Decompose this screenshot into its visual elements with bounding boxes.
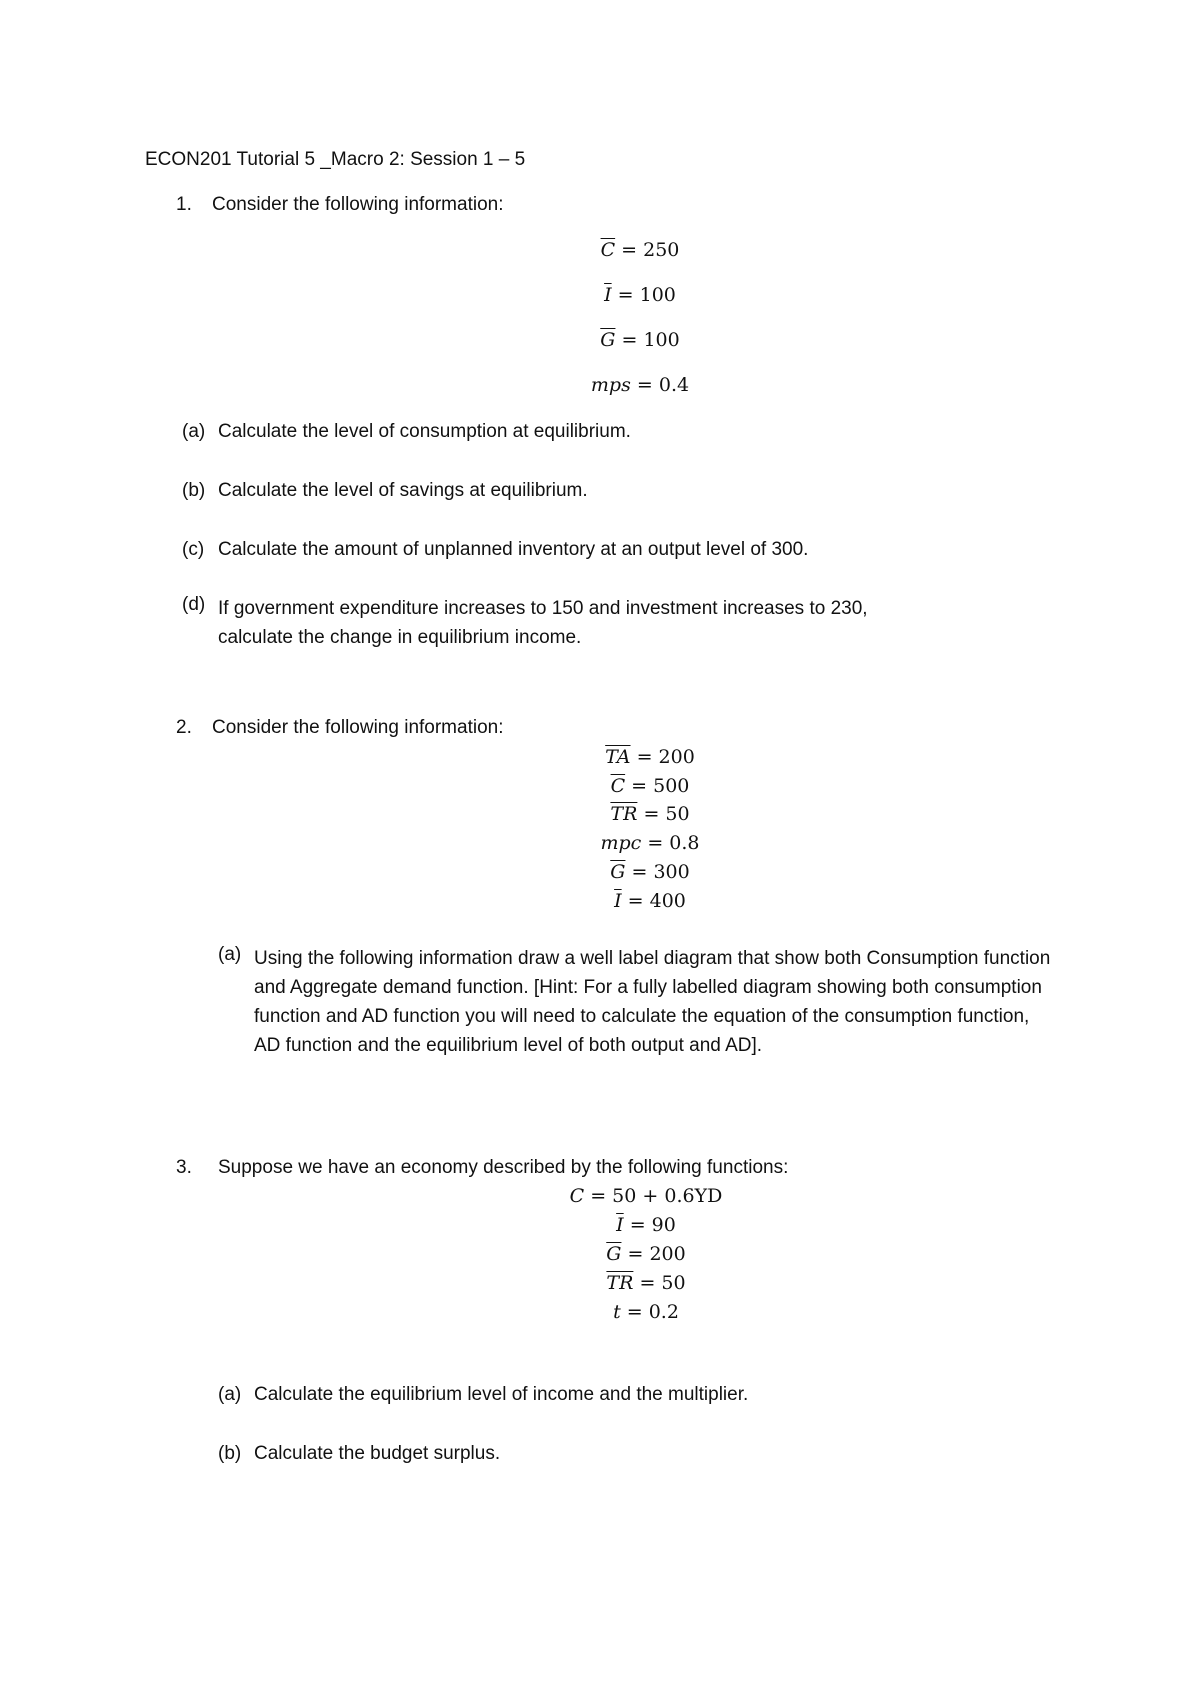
q1-part-label: (b): [182, 480, 206, 501]
q1-eq-rhs: = 100: [617, 284, 676, 306]
q1-part-c: [182, 539, 808, 561]
question-2-number: 2.: [176, 717, 192, 738]
q3-part-label: (b): [218, 1443, 242, 1464]
q3-eq-rhs: = 50: [639, 1272, 686, 1294]
q1-equation-i: [490, 284, 790, 306]
q3-eq-symbol: t: [613, 1301, 621, 1323]
question-3-text: Suppose we have an economy described by the following functions:: [218, 1157, 789, 1178]
q2-eq-symbol: $\overline{TR}$: [610, 803, 638, 825]
q2-equation-i: [500, 890, 800, 912]
q1-eq-symbol: $\overline{G}$: [600, 329, 616, 351]
q3-part-a: [218, 1384, 748, 1406]
question-2-prompt: [176, 717, 504, 739]
question-3-number: 3.: [176, 1157, 192, 1178]
q1-part-a: [182, 421, 631, 443]
q3-eq-rhs: = 50 + 0.6YD: [590, 1185, 723, 1207]
q1-eq-rhs: = 250: [621, 239, 680, 261]
q2-eq-rhs: = 300: [631, 861, 690, 883]
q2-eq-symbol: $\overline{TA}$: [605, 746, 631, 768]
q1-part-text: If government expenditure increases to 150 and investment increases to 230, calculate the change in equilibrium income.: [218, 598, 868, 648]
q1-eq-symbol: $\overline{C}$: [600, 239, 616, 261]
q3-equation-g: [496, 1243, 796, 1265]
q3-eq-symbol: $\overline{G}$: [606, 1243, 622, 1265]
q1-eq-symbol: mps: [590, 374, 631, 396]
question-1-prompt: [176, 194, 504, 216]
q2-equation-g: [500, 861, 800, 883]
q3-eq-symbol: $\overline{TR}$: [606, 1272, 634, 1294]
q1-part-d: [182, 594, 918, 652]
question-3-prompt: [176, 1157, 788, 1179]
q1-eq-rhs: = 100: [621, 329, 680, 351]
q1-equation-mps: [490, 374, 790, 396]
q2-eq-symbol: mpc: [600, 832, 642, 854]
q3-eq-rhs: = 200: [627, 1243, 686, 1265]
q3-eq-rhs: = 0.2: [626, 1301, 679, 1323]
q1-part-label: (c): [182, 539, 205, 560]
q1-part-text: Calculate the level of savings at equilibrium.: [218, 480, 588, 501]
q2-equation-ta: [500, 746, 800, 768]
q2-eq-rhs: = 500: [631, 775, 690, 797]
q2-part-a: [218, 944, 1054, 1060]
q2-eq-rhs: = 0.8: [647, 832, 700, 854]
q1-equation-g: [490, 329, 790, 351]
q3-part-text: Calculate the budget surplus.: [254, 1443, 501, 1464]
q2-eq-rhs: = 200: [636, 746, 695, 768]
q3-equation-tr: [496, 1272, 796, 1294]
question-2-text: Consider the following information:: [212, 717, 504, 738]
q2-part-text: Using the following information draw a well label diagram that show both Consumption function and Aggregate demand function. [Hint: For a fully labelled diagram showing both consumption function and AD function you will need to calculate the equation of the consumption function, AD function and the equilibrium level of both output and AD].: [254, 948, 1051, 1056]
q3-part-text: Calculate the equilibrium level of income and the multiplier.: [254, 1384, 749, 1405]
q1-part-b: [182, 480, 588, 502]
question-1-number: 1.: [176, 194, 192, 215]
q2-eq-symbol: $\overline{G}$: [610, 861, 626, 883]
q3-eq-rhs: = 90: [629, 1214, 676, 1236]
q3-part-b: [218, 1443, 500, 1465]
q2-eq-rhs: = 400: [627, 890, 686, 912]
q2-equation-c: [500, 775, 800, 797]
q1-equation-c: [490, 239, 790, 261]
q3-eq-symbol: C: [569, 1185, 585, 1207]
q3-equation-c: [496, 1185, 796, 1207]
q3-equation-t: [496, 1301, 796, 1323]
q2-eq-rhs: = 50: [643, 803, 690, 825]
q2-eq-symbol: $\overline{C}$: [610, 775, 626, 797]
q1-part-text: Calculate the amount of unplanned inventory at an output level of 300.: [218, 539, 809, 560]
q1-part-label: (d): [182, 594, 206, 615]
question-1-text: Consider the following information:: [212, 194, 504, 215]
q2-equation-tr: [500, 803, 800, 825]
document-title: ECON201 Tutorial 5 _Macro 2: Session 1 – 5: [145, 149, 526, 170]
q1-eq-rhs: = 0.4: [636, 374, 690, 396]
q1-part-text: Calculate the level of consumption at equilibrium.: [218, 421, 631, 442]
q2-part-label: (a): [218, 944, 242, 965]
q1-eq-symbol: $\overline{I}$: [604, 284, 612, 306]
q1-part-label: (a): [182, 421, 206, 442]
q3-part-label: (a): [218, 1384, 242, 1405]
q3-eq-symbol: $\overline{I}$: [616, 1214, 624, 1236]
q2-eq-symbol: $\overline{I}$: [614, 890, 622, 912]
q3-equation-i: [496, 1214, 796, 1236]
q2-equation-mpc: [500, 832, 800, 854]
